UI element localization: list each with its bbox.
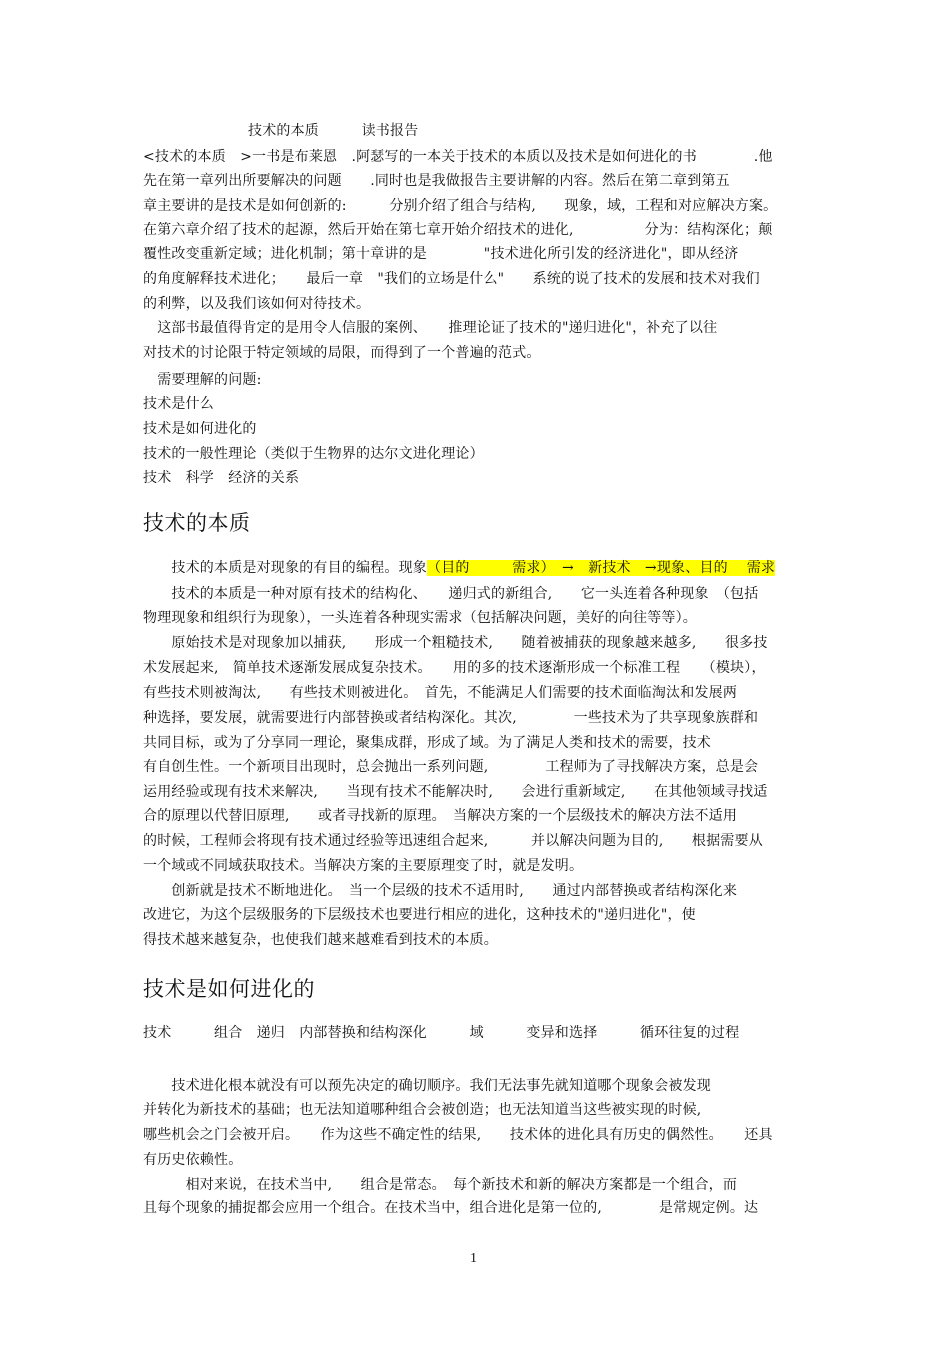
- paragraph-line: 有历史依赖性。: [143, 1152, 243, 1168]
- intro-line: 章主要讲的是技术是如何创新的: 分别介绍了组合与结构, 现象，域，工程和对应解决方案。: [143, 198, 778, 214]
- evolution-flow-line: 技术 组合 递归 内部替换和结构深化 域 变异和选择 循环往复的过程: [143, 1025, 740, 1041]
- paragraph-line: 一个域或不同域获取技术。当解决方案的主要原理变了时，就是发明。: [143, 858, 584, 874]
- paragraph-line: 合的原理以代替旧原理, 或者寻找新的原理。 当解决方案的一个层级技术的解决方法不适用: [143, 808, 738, 824]
- highlighted-text: （目的 需求） → 新技术 →现象、目的 需求: [427, 560, 776, 576]
- paragraph-line: 哪些机会之门会被开启。 作为这些不确定性的结果, 技术体的进化具有历史的偶然性。 还具: [143, 1127, 773, 1143]
- intro-line: 对技术的讨论限于特定领域的局限，而得到了一个普遍的范式。: [143, 345, 541, 361]
- intro-line: 在第六章介绍了技术的起源，然后开始在第七章开始介绍技术的进化, 分为：结构深化；颠: [143, 222, 773, 238]
- intro-line: 的角度解释技术进化； 最后一章 "我们的立场是什么" 系统的说了技术的发展和技术对我们: [143, 271, 760, 287]
- section-heading-evolution: 技术是如何进化的: [143, 977, 315, 1001]
- paragraph-line: 有些技术则被淘汰, 有些技术则被进化。 首先，不能满足人们需要的技术面临淘汰和发展两: [143, 685, 738, 701]
- question-item: 技术是如何进化的: [143, 421, 257, 437]
- intro-line: 这部书最值得肯定的是用令人信服的案例、 推理论证了技术的"递归进化"，补充了以往: [143, 320, 718, 336]
- intro-line: 的利弊，以及我们该如何对待技术。: [143, 296, 371, 312]
- intro-line: 覆性改变重新定域；进化机制；第十章讲的是 "技术进化所引发的经济进化"，即从经济: [143, 246, 739, 262]
- question-item: 技术 科学 经济的关系: [143, 470, 300, 486]
- paragraph-line: 原始技术是对现象加以捕获, 形成一个粗糙技术, 随着被捕获的现象越来越多, 很多技: [143, 635, 768, 651]
- paragraph-line: 改进它，为这个层级服务的下层级技术也要进行相应的进化，这种技术的"递归进化"，使: [143, 907, 696, 923]
- report-title: 技术的本质 读书报告: [248, 123, 419, 139]
- paragraph-line: 创新就是技术不断地进化。 当一个层级的技术不适用时, 通过内部替换或者结构深化来: [143, 883, 738, 899]
- paragraph-line: 运用经验或现有技术来解决, 当现有技术不能解决时, 会进行重新域定, 在其他领域寻找适: [143, 784, 768, 800]
- text-segment: 技术的本质是对现象的有目的编程。现象: [143, 560, 427, 576]
- questions-label: 需要理解的问题:: [143, 372, 262, 388]
- paragraph-line: 并转化为新技术的基础；也无法知道哪种组合会被创造；也无法知道当这些被实现的时候,: [143, 1102, 702, 1118]
- paragraph-line: 的时候，工程师会将现有技术通过经验等迅速组合起来, 并以解决问题为目的, 根据需要从: [143, 833, 763, 849]
- paragraph-line: 技术的本质是一种对原有技术的结构化、 递归式的新组合, 它一头连着各种现象 （包括: [143, 586, 759, 602]
- paragraph-line: 术发展起来, 简单技术逐渐发展成复杂技术。 用的多的技术逐渐形成一个标准工程 （模块），: [143, 660, 766, 676]
- paragraph-line: 有自创生性。一个新项目出现时，总会抛出一系列问题, 工程师为了寻找解决方案，总是会: [143, 759, 759, 775]
- intro-line: 先在第一章列出所要解决的问题 .同时也是我做报告主要讲解的内容。然后在第二章到第五: [143, 173, 730, 189]
- paragraph-line: [143, 558, 775, 578]
- paragraph-line: 相对来说，在技术当中, 组合是常态。 每个新技术和新的解决方案都是一个组合，而: [143, 1177, 738, 1193]
- question-item: 技术的一般性理论（类似于生物界的达尔文进化理论）: [143, 446, 484, 462]
- paragraph-line: 物理现象和组织行为现象），一头连着各种现实需求（包括解决问题，美好的向往等等）。: [143, 610, 697, 626]
- paragraph-line: 共同目标，或为了分享同一理论，聚集成群，形成了域。为了满足人类和技术的需要，技术: [143, 735, 711, 751]
- paragraph-line: 技术进化根本就没有可以预先决定的确切顺序。我们无法事先就知道哪个现象会被发现: [143, 1078, 711, 1094]
- paragraph-line: 种选择，要发展，就需要进行内部替换或者结构深化。其次, 一些技术为了共享现象族群和: [143, 710, 759, 726]
- section-heading-essence: 技术的本质: [143, 511, 251, 535]
- page-number: 1: [470, 1251, 477, 1266]
- intro-line: <技术的本质 >一书是布莱恩 .阿瑟写的一本关于技术的本质以及技术是如何进化的书 .他: [143, 149, 773, 165]
- paragraph-line: 且每个现象的捕捉都会应用一个组合。在技术当中，组合进化是第一位的, 是常规定例。达: [143, 1200, 759, 1216]
- paragraph-line: 得技术越来越复杂，也使我们越来越难看到技术的本质。: [143, 932, 498, 948]
- question-item: 技术是什么: [143, 396, 214, 412]
